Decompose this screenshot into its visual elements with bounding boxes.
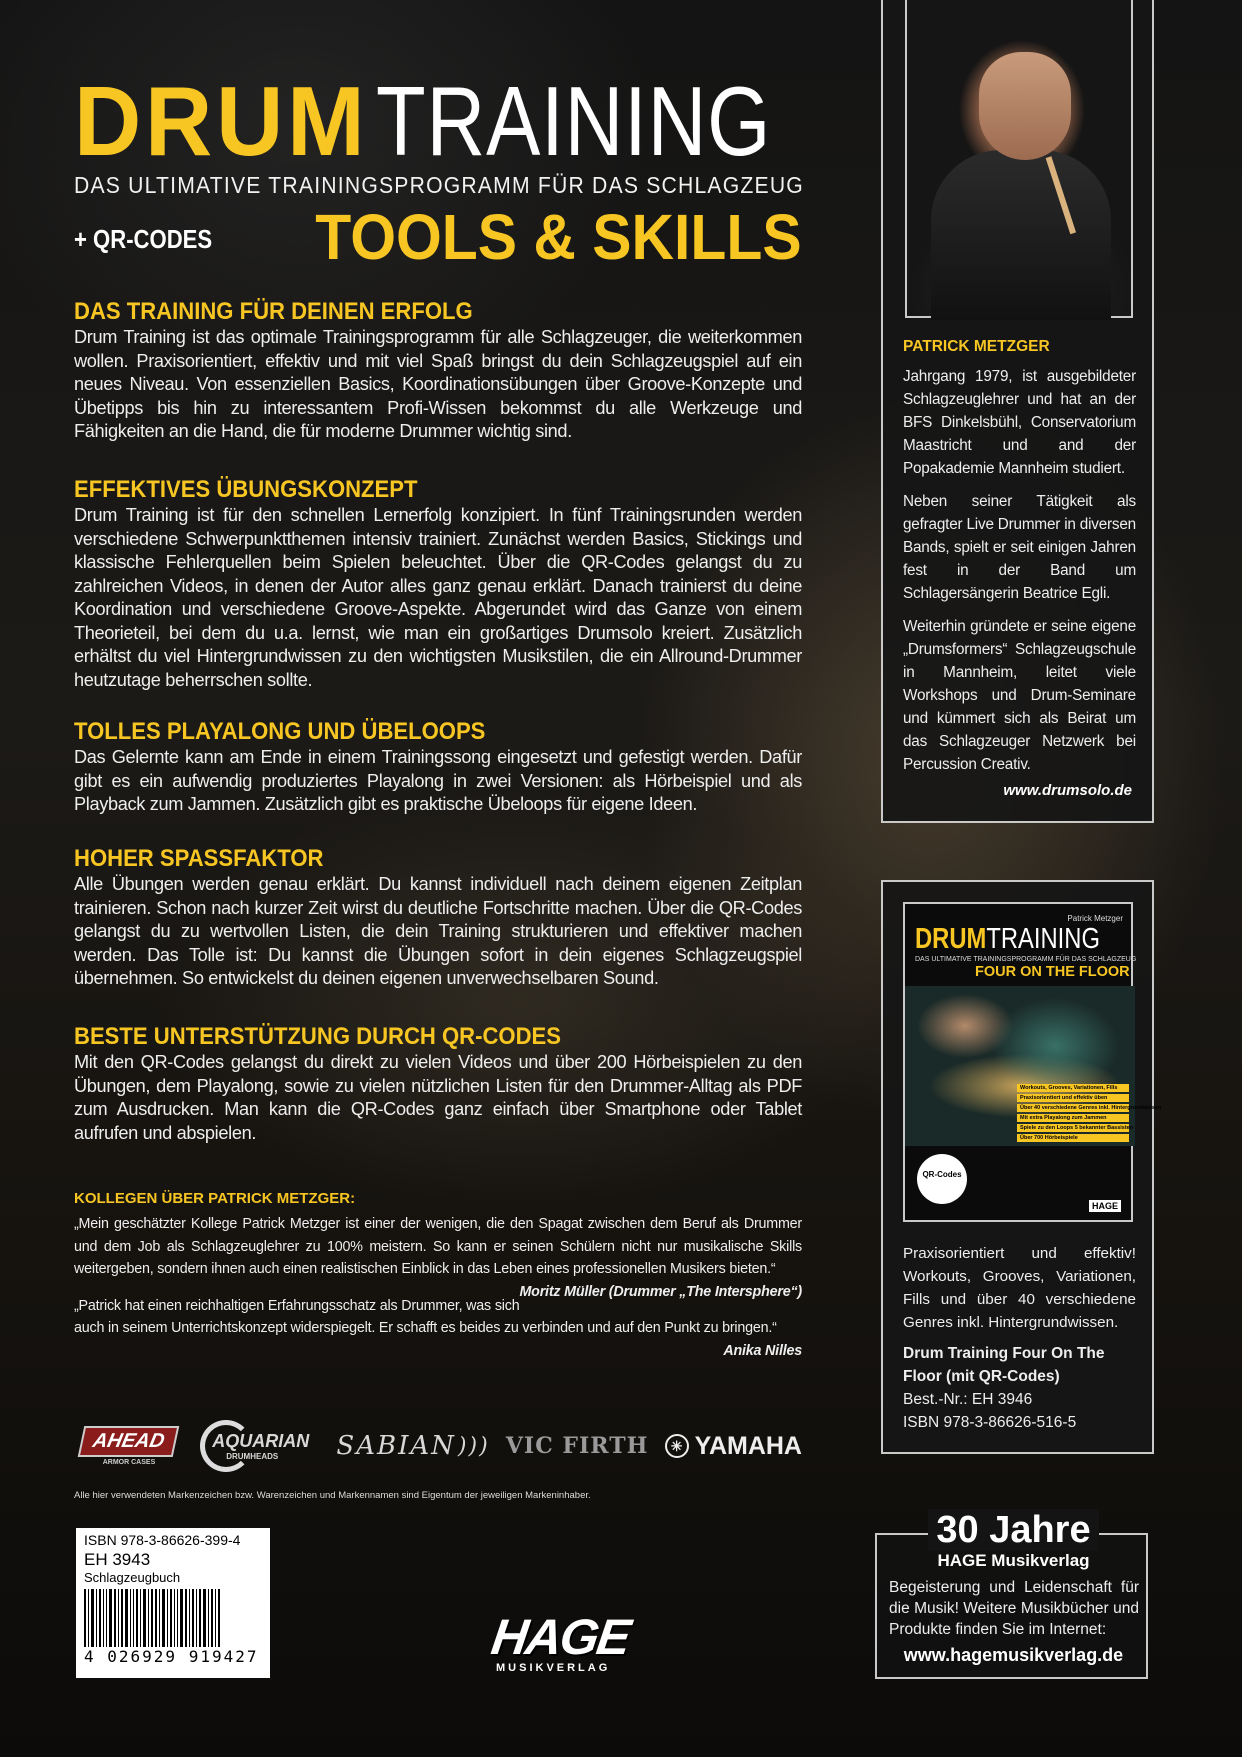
book-title bbox=[74, 66, 852, 176]
sabian-waves-icon: ))) bbox=[457, 1433, 490, 1459]
cover-subtitle: DAS ULTIMATIVE TRAININGSPROGRAMM FÜR DAS SCHLAGZEUG bbox=[915, 956, 1137, 963]
related-product-panel bbox=[881, 880, 1162, 1454]
testimonials-heading: KOLLEGEN ÜBER PATRICK METZGER: bbox=[74, 1190, 356, 1207]
author-photo-head bbox=[979, 52, 1071, 160]
section-text: Mit den QR-Codes gelangst du direkt zu vielen Videos und über 200 Hörbeispielen zu den Übungen, dem Playalong, sowie zu vielen nützlichen Listen für den Drummer-Alltag als PDF zum Ausdrucken. Man kann die QR-Codes ganz einfach über Smartphone oder Tablet aufrufen und abspielen. bbox=[74, 1052, 802, 1143]
section-heading: TOLLES PLAYALONG UND ÜBELOOPS bbox=[74, 718, 486, 745]
quote-author: Moritz Müller (Drummer „The Intersphere“) bbox=[519, 1283, 802, 1300]
quote-text: „Mein geschätzter Kollege Patrick Metzger ist einer der wenigen, die den Spagat zwischen dem Beruf als Drummer und dem Job als Schlagzeuglehrer zu 100% meistern. So kann er seinen Schülern nicht nur musikalische Skills weitergeben, sondern ihnen auch einen realistischen Einblick in das Leben eines professionellen Musikers bieten.“ bbox=[74, 1216, 802, 1277]
cover-feature: Über 40 verschiedene Genres inkl. Hintergrundwissen bbox=[1017, 1104, 1129, 1112]
cover-title-training: TRAINING bbox=[986, 923, 1100, 955]
ahead-logo-sub: ARMOR CASES bbox=[102, 1459, 156, 1466]
author-website-link[interactable]: www.drumsolo.de bbox=[1003, 782, 1132, 799]
cover-feature: Mit extra Playalong zum Jammen bbox=[1017, 1114, 1129, 1122]
publisher-website-link[interactable]: www.hagemusikverlag.de bbox=[903, 1645, 1124, 1665]
barcode-isbn: ISBN 978-3-86626-399-4 bbox=[84, 1532, 241, 1548]
title-drum: DRUM bbox=[74, 66, 369, 176]
barcode-number: 4 026929 919427 bbox=[84, 1647, 259, 1666]
author-bio-paragraph: Jahrgang 1979, ist ausgebildeter Schlagzeuglehrer und hat an der BFS Dinkelsbühl, Conservatorium Maastricht und and der Popakademie Mannheim studiert. bbox=[903, 368, 1136, 477]
book-edition-title: TOOLS & SKILLS bbox=[315, 201, 802, 273]
cover-hage-logo: HAGE bbox=[1089, 1200, 1121, 1212]
section-heading: HOHER SPASSFAKTOR bbox=[74, 845, 324, 872]
qr-codes-badge: + QR-CODES bbox=[74, 224, 213, 254]
ahead-logo bbox=[74, 1426, 184, 1466]
author-photo bbox=[905, 0, 1133, 318]
yamaha-logo-word: YAMAHA bbox=[694, 1431, 802, 1460]
cover-feature: Workouts, Grooves, Variationen, Fills bbox=[1017, 1084, 1129, 1092]
section-text: Drum Training ist das optimale Trainingsprogramm für alle Schlagzeuger, die weiterkommen wollen. Praxisorientiert, effektiv und mit viel Spaß bringst du dein Schlagzeugspiel auf ein neues Niveau. Von essenziellen Basics, Koordinationsübungen über Groove-Konzepte und Übetipps bis hin zu interessantem Profi-Wissen bekommst du alle Werkzeuge und Fähigkeiten an die Hand, die für moderne Drummer wichtig sind. bbox=[74, 327, 802, 441]
testimonials bbox=[74, 1190, 802, 1362]
sabian-logo-word: SABIAN bbox=[336, 1431, 456, 1461]
section-heading: DAS TRAINING FÜR DEINEN ERFOLG bbox=[74, 298, 473, 325]
author-bio bbox=[903, 365, 1136, 786]
section-uebungskonzept bbox=[74, 476, 802, 692]
cover-feature: Praxisorientiert und effektiv üben bbox=[1017, 1094, 1129, 1102]
product-order-number: Best.-Nr.: EH 3946 bbox=[903, 1391, 1033, 1408]
yamaha-logo bbox=[665, 1432, 802, 1461]
testimonial-quote bbox=[74, 1213, 802, 1300]
aquarian-logo-sub: DRUMHEADS bbox=[226, 1452, 279, 1461]
anniversary-box bbox=[875, 1509, 1148, 1679]
cover-feature: Über 700 Hörbeispiele bbox=[1017, 1134, 1129, 1142]
aquarian-logo bbox=[200, 1420, 320, 1472]
yamaha-tuning-fork-icon: ✳ bbox=[665, 1434, 689, 1458]
section-playalong bbox=[74, 718, 802, 817]
product-description: Praxisorientiert und effektiv! Workouts, Grooves, Variationen, Fills und über 40 verschiedene Genres inkl. Hintergrundwissen. bbox=[903, 1245, 1136, 1331]
cover-title bbox=[915, 924, 1100, 954]
barcode-order-number: EH 3943 bbox=[84, 1550, 151, 1569]
cover-feature: Spiele zu den Loops 5 bekannter Bassisten bbox=[1017, 1124, 1129, 1132]
author-panel bbox=[881, 0, 1154, 823]
quote-text: „Patrick hat einen reichhaltigen Erfahrungsschatz als Drummer, was sich auch in seinem Unterrichtskonzept widerspiegelt. Er schafft es beides zu verbinden und auf den Punkt zu bringen.“ bbox=[74, 1297, 777, 1336]
section-text: Das Gelernte kann am Ende in einem Trainingssong eingesetzt und gefestigt werden. Dafür gibt es ein aufwendig produziertes Playalong in zwei Versionen: als Hörbeispiel und als Playback zum Jammen. Zusätzlich gibt es praktische Übeloops für eigene Ideen. bbox=[74, 747, 802, 814]
section-spassfaktor bbox=[74, 845, 802, 991]
barcode-bars bbox=[84, 1589, 262, 1647]
cover-feature-list bbox=[1017, 1084, 1162, 1144]
ahead-logo-word: AHEAD bbox=[78, 1426, 180, 1457]
barcode-label bbox=[76, 1528, 270, 1678]
hage-logo-word: HAGE bbox=[488, 1609, 633, 1665]
cover-qr-badge: QR-Codes bbox=[917, 1154, 967, 1204]
anniversary-years bbox=[877, 1509, 1150, 1552]
barcode-category: Schlagzeugbuch bbox=[84, 1570, 181, 1585]
author-bio-paragraph: Neben seiner Tätigkeit als gefragter Live Drummer in diversen Bands, spielt er seit einigen Jahren fest in der Band um Schlagersängerin Beatrice Egli. bbox=[903, 493, 1136, 602]
cover-author: Patrick Metzger bbox=[1067, 914, 1123, 923]
vicfirth-logo-word: VIC FIRTH bbox=[505, 1433, 649, 1459]
section-text: Alle Übungen werden genau erklärt. Du kannst individuell nach deinem eigenen Zeitplan trainieren. Schon nach kurzer Zeit wirst du deutliche Fortschritte machen. Über die QR-Codes gelangst du zu wertvollen Listen, die dein Training strukturieren und effektiver machen werden. Das Tolle ist: Du kannst die Übungen sofort in dein eigenes Schlagzeugspiel übernehmen. So entwickelst du deinen eigenen unverwechselbaren Sound. bbox=[74, 874, 802, 988]
section-training-erfolg bbox=[74, 298, 802, 444]
title-training: TRAINING bbox=[375, 66, 772, 176]
related-book-cover bbox=[903, 902, 1162, 1222]
section-heading: EFFEKTIVES ÜBUNGSKONZEPT bbox=[74, 476, 418, 503]
sabian-logo bbox=[336, 1431, 489, 1461]
aquarian-logo-word: AQUARIAN bbox=[212, 1431, 310, 1451]
trademark-disclaimer: Alle hier verwendeten Markenzeichen bzw. Warenzeichen und Markennamen sind Eigentum der jeweiligen Markeninhaber. bbox=[74, 1490, 591, 1501]
hage-logo-sub: MUSIKVERLAG bbox=[496, 1662, 611, 1674]
book-subtitle: DAS ULTIMATIVE TRAININGSPROGRAMM FÜR DAS SCHLAGZEUG bbox=[74, 172, 804, 198]
book-header bbox=[74, 66, 804, 273]
product-title: Drum Training Four On The Floor (mit QR-Codes) bbox=[903, 1345, 1105, 1385]
cover-edition-title: FOUR ON THE FLOOR bbox=[975, 964, 1130, 980]
product-isbn: ISBN 978-3-86626-516-5 bbox=[903, 1414, 1077, 1431]
vicfirth-logo bbox=[506, 1433, 649, 1459]
section-text: Drum Training ist für den schnellen Lernerfolg konzipiert. In fünf Trainingsrunden werden verschiedene Schwerpunktthemen intensiv trainiert. Zunächst werden Basics, Stickings und klassische Fehlerquellen beim Spielen beleuchtet. Über die QR-Codes gelangst du zu zahlreichen Videos, in denen der Autor alles ganz genau erklärt. Danach trainierst du deine Koordination und verschiedene Groove-Aspekte. Abgerundet wird das Ganze von einem Theorieteil, bei dem du u.a. lernst, wie man ein großartiges Drumsolo kreiert. Zusätzlich erhältst du viel Hintergrundwissen zu den wichtigsten Musikstilen, die ein Allround-Drummer heutzutage beherrschen sollte. bbox=[74, 505, 802, 690]
quote-author: Anika Nilles bbox=[723, 1342, 802, 1359]
anniversary-publisher: HAGE Musikverlag bbox=[937, 1551, 1090, 1570]
cover-title-drum: DRUM bbox=[915, 923, 987, 955]
anniversary-text: Begeisterung und Leidenschaft für die Musik! Weitere Musikbücher und Produkte finden Sie im Internet: bbox=[889, 1579, 1139, 1638]
hage-publisher-logo bbox=[488, 1608, 652, 1688]
section-qr-codes bbox=[74, 1023, 802, 1145]
author-bio-paragraph: Weiterhin gründete er seine eigene „Drumsformers“ Schlagzeugschule in Mannheim, leitet viele Workshops und Drum-Seminare und kümmert sich als Beirat um das Schlagzeuger Netzwerk bei Percussion Creativ. bbox=[903, 618, 1136, 773]
sponsor-logos bbox=[74, 1410, 802, 1482]
author-name: PATRICK METZGER bbox=[903, 338, 1050, 355]
section-heading: BESTE UNTERSTÜTZUNG DURCH QR-CODES bbox=[74, 1023, 561, 1050]
anniversary-years-text: 30 Jahre bbox=[928, 1509, 1098, 1551]
